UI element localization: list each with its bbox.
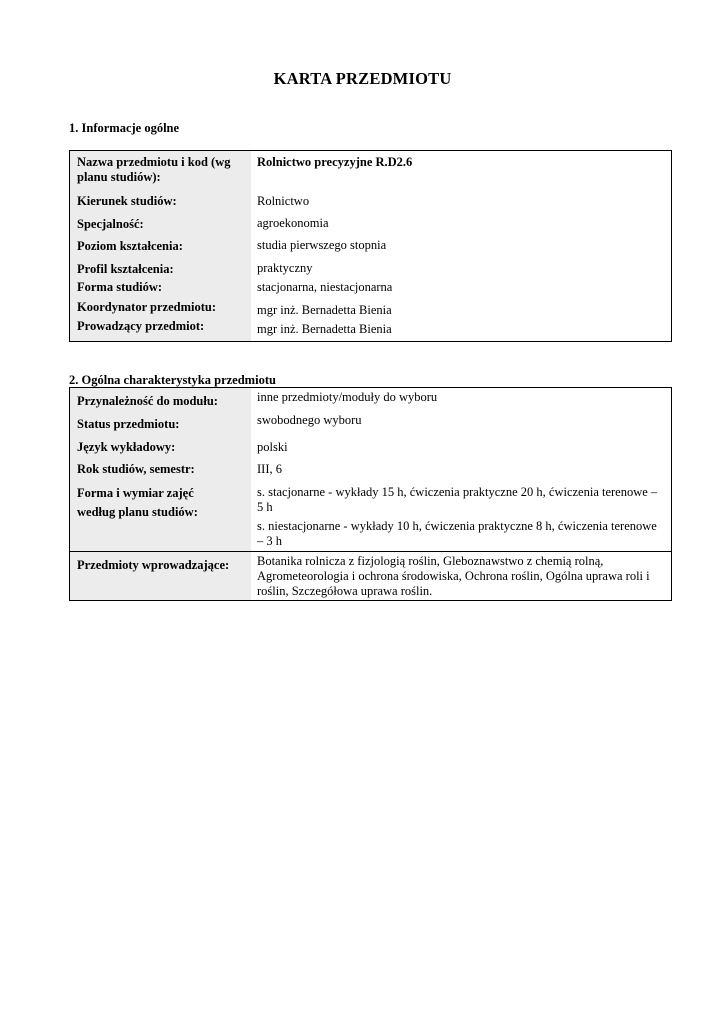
value-module: inne przedmioty/moduły do wyboru <box>257 390 438 404</box>
section-1-heading: 1. Informacje ogólne <box>69 121 180 135</box>
label-course-status: Status przedmiotu: <box>77 417 180 431</box>
label-prerequisites: Przedmioty wprowadzające: <box>77 558 230 572</box>
value-education-profile: praktyczny <box>257 261 313 275</box>
label-coordinator: Koordynator przedmiotu: <box>77 300 216 314</box>
label-language: Język wykładowy: <box>77 440 176 454</box>
value-course-name: Rolnictwo precyzyjne R.D2.6 <box>257 155 413 169</box>
general-info-table <box>69 150 672 342</box>
value-year-semester: III, 6 <box>257 462 282 476</box>
value-course-status: swobodnego wyboru <box>257 413 362 427</box>
value-coordinator: mgr inż. Bernadetta Bienia <box>257 303 392 317</box>
value-instructor: mgr inż. Bernadetta Bienia <box>257 322 392 336</box>
document-title: KARTA PRZEDMIOTU <box>273 69 452 88</box>
label-field-of-study: Kierunek studiów: <box>77 194 177 208</box>
label-specialization: Specjalność: <box>77 217 144 231</box>
course-characteristics-table <box>69 387 672 601</box>
label-study-form: Forma studiów: <box>77 280 163 294</box>
label-education-level: Poziom kształcenia: <box>77 239 183 253</box>
label-course-name: Nazwa przedmiotu i kod (wg planu studiów): <box>77 155 231 184</box>
value-education-level: studia pierwszego stopnia <box>257 238 387 252</box>
value-language: polski <box>257 440 288 454</box>
label-module: Przynależność do modułu: <box>77 394 218 408</box>
value-study-form: stacjonarna, niestacjonarna <box>257 280 393 294</box>
label-instructor: Prowadzący przedmiot: <box>77 319 205 333</box>
value-class-form-part-time: s. niestacjonarne - wykłady 10 h, ćwiczenia praktyczne 8 h, ćwiczenia terenowe – 3 h <box>257 519 657 548</box>
section-2-heading: 2. Ogólna charakterystyka przedmiotu <box>69 373 276 387</box>
value-class-form-full-time: s. stacjonarne - wykłady 15 h, ćwiczenia praktyczne 20 h, ćwiczenia terenowe – 5 h <box>257 485 658 514</box>
label-education-profile: Profil kształcenia: <box>77 262 174 276</box>
value-field-of-study: Rolnictwo <box>257 194 310 208</box>
label-class-form: Forma i wymiar zajęć według planu studiów: <box>77 486 198 519</box>
label-year-semester: Rok studiów, semestr: <box>77 462 195 476</box>
value-prerequisites: Botanika rolnicza z fizjologią roślin, Gleboznawstwo z chemią rolną, Agrometeorologia i ochrona środowiska, Ochrona roślin, Ogólna uprawa roli i roślin, Szczegółowa uprawa roślin. <box>257 554 650 598</box>
value-specialization: agroekonomia <box>257 216 329 230</box>
